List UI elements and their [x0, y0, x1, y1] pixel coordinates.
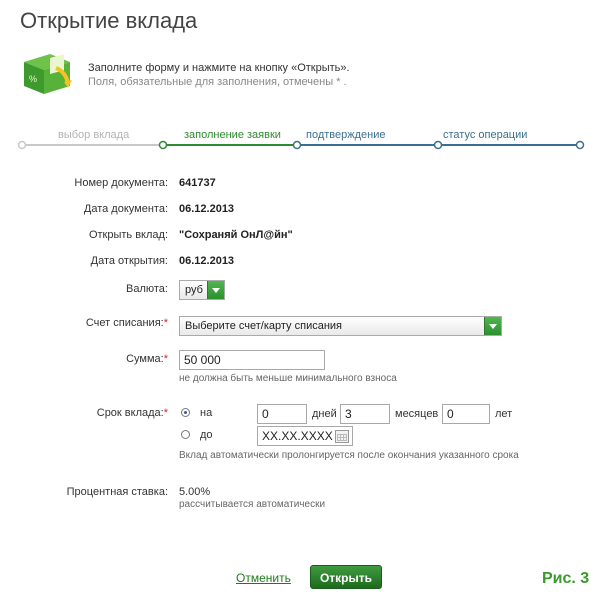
currency-selected-value: руб: [185, 284, 203, 296]
term-note: Вклад автоматически пролонгируется после окончания указанного срока: [179, 450, 519, 461]
account-placeholder: Выберите счет/карту списания: [185, 320, 343, 332]
term-until-label: до: [200, 429, 213, 441]
term-on-radio[interactable]: [181, 408, 190, 417]
required-hint-text: Поля, обязательные для заполнения, отмечены * .: [88, 76, 347, 88]
deposit-label: Открыть вклад:: [88, 229, 168, 241]
account-select[interactable]: [179, 316, 502, 336]
term-until-radio[interactable]: [181, 430, 190, 439]
open-date-value: 06.12.2013: [179, 255, 235, 267]
open-date-label: Дата открытия:: [90, 255, 168, 267]
term-date-input[interactable]: [257, 426, 353, 446]
hint-text: Заполните форму и нажмите на кнопку «Открыть».: [88, 62, 350, 74]
svg-text:%: %: [29, 74, 38, 84]
doc-number-value: 641737: [179, 177, 216, 189]
years-input[interactable]: [442, 404, 490, 424]
deposit-value: "Сохраняй ОнЛ@йн": [179, 229, 293, 241]
term-on-label: на: [200, 407, 213, 419]
months-input[interactable]: [340, 404, 390, 424]
rate-label: Процентная ставка:: [66, 486, 168, 498]
term-date-value: XX.XX.XXXX: [262, 429, 333, 443]
days-input[interactable]: [257, 404, 307, 424]
currency-select[interactable]: [179, 280, 225, 300]
chevron-down-icon[interactable]: [207, 281, 224, 299]
rate-value: 5.00%: [179, 486, 211, 498]
account-label: Счет списания:*: [85, 317, 168, 329]
days-label: дней: [312, 408, 337, 420]
step-progress: [0, 122, 600, 156]
chevron-down-icon[interactable]: [484, 317, 501, 335]
page-title: Открытие вклада: [20, 8, 198, 33]
cancel-link[interactable]: Отменить: [236, 571, 291, 585]
step-choose-deposit: выбор вклада: [58, 129, 130, 141]
step-operation-status: статус операции: [443, 129, 528, 141]
rate-note: рассчитывается автоматически: [179, 499, 326, 510]
open-button[interactable]: Открыть: [310, 565, 382, 589]
currency-label: Валюта:: [126, 283, 168, 295]
doc-date-value: 06.12.2013: [179, 203, 235, 215]
term-label: Срок вклада:*: [96, 407, 168, 419]
required-asterisk: *: [163, 407, 168, 419]
step-fill-application: заполнение заявки: [184, 129, 281, 141]
deposit-box-icon: [20, 48, 74, 100]
doc-number-label: Номер документа:: [74, 177, 168, 189]
required-asterisk: *: [163, 353, 168, 365]
figure-label: Рис. 3: [542, 570, 590, 587]
amount-input[interactable]: [179, 350, 325, 370]
amount-note: не должна быть меньше минимального взноса: [179, 373, 397, 384]
required-asterisk: *: [163, 317, 168, 329]
calendar-icon[interactable]: [335, 430, 349, 443]
months-label: месяцев: [395, 408, 439, 420]
step-confirmation: подтверждение: [306, 129, 386, 141]
amount-label: Сумма:*: [126, 353, 168, 365]
doc-date-label: Дата документа:: [83, 203, 168, 215]
years-label: лет: [495, 408, 513, 420]
